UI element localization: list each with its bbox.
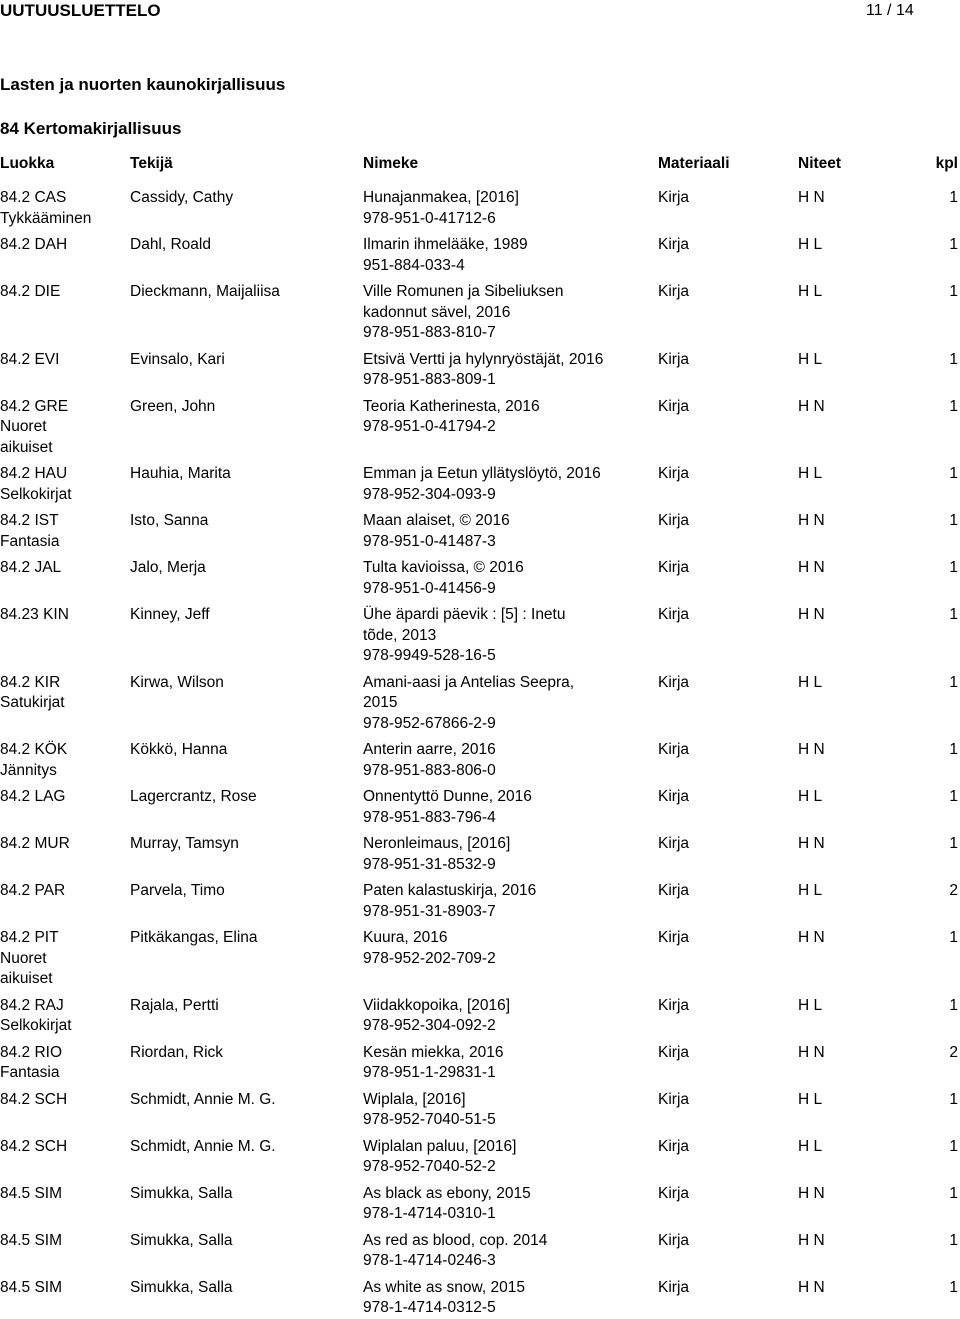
kpl-cell: 1 (949, 236, 958, 253)
nimeke-cell-line: 978-951-31-8903-7 (363, 902, 496, 920)
kpl-cell: 1 (949, 929, 958, 946)
nimeke-cell (363, 1090, 643, 1131)
tekija-cell: Simukka, Salla (130, 1278, 233, 1296)
kpl-cell: 1 (949, 1231, 958, 1249)
luokka-cell (0, 1043, 62, 1084)
tekija-cell: Dieckmann, Maijaliisa (130, 283, 280, 300)
nimeke-cell-line: 978-1-4714-0310-1 (363, 1205, 496, 1222)
col-materiaali: Materiaali (658, 155, 730, 172)
luokka-cell (0, 464, 72, 505)
nimeke-cell-line: As white as snow, 2015 (363, 1278, 525, 1296)
nimeke-cell (363, 397, 643, 438)
luokka-cell-line: Satukirjat (0, 694, 65, 711)
tekija-cell: Schmidt, Annie M. G. (130, 1090, 276, 1108)
kpl-cell: 1 (949, 1184, 958, 1202)
tekija-cell: Hauhia, Marita (130, 465, 231, 482)
nimeke-cell-line: Hunajanmakea, [2016] (363, 189, 519, 206)
nimeke-cell-line: 978-952-304-092-2 (363, 1017, 496, 1034)
materiaali-cell: Kirja (658, 512, 690, 529)
niteet-cell: H N (798, 189, 825, 206)
nimeke-cell (363, 1184, 643, 1225)
nimeke-cell-line: 978-951-0-41456-9 (363, 579, 496, 597)
luokka-cell-line: 84.5 SIM (0, 1231, 63, 1249)
kpl-cell: 1 (949, 741, 958, 758)
nimeke-cell (363, 740, 643, 781)
nimeke-cell-line: Anterin aarre, 2016 (363, 741, 496, 758)
niteet-cell: H N (798, 397, 825, 415)
tekija-cell: Parvela, Timo (130, 882, 225, 899)
materiaali-cell: Kirja (658, 1184, 690, 1202)
nimeke-cell (363, 787, 643, 828)
nimeke-cell (363, 881, 643, 922)
nimeke-cell-line: 978-952-67866-2-9 (363, 714, 496, 732)
niteet-cell: H L (798, 465, 823, 482)
materiaali-cell: Kirja (658, 673, 690, 691)
tekija-cell: Murray, Tamsyn (130, 835, 239, 852)
luokka-cell-line: aikuiset (0, 970, 53, 987)
nimeke-cell-line: Wiplala, [2016] (363, 1090, 466, 1108)
materiaali-cell: Kirja (658, 929, 690, 946)
luokka-cell-line: 84.2 LAG (0, 788, 66, 805)
nimeke-cell (363, 834, 643, 875)
nimeke-cell-line: 978-951-883-810-7 (363, 324, 496, 341)
luokka-cell-line: 84.23 KIN (0, 606, 69, 623)
nimeke-cell (363, 464, 643, 505)
luokka-cell-line: 84.2 HAU (0, 465, 68, 482)
nimeke-cell-line: 978-951-0-41794-2 (363, 418, 496, 435)
kpl-cell: 1 (949, 512, 958, 529)
luokka-cell-line: 84.2 PIT (0, 929, 59, 946)
nimeke-cell (363, 1278, 643, 1319)
luokka-cell-line: 84.2 RIO (0, 1043, 63, 1061)
materiaali-cell: Kirja (658, 189, 690, 206)
nimeke-cell-line: 978-951-883-806-0 (363, 761, 496, 779)
niteet-cell: H N (798, 741, 825, 758)
materiaali-cell: Kirja (658, 283, 690, 300)
kpl-cell: 1 (949, 996, 958, 1014)
luokka-cell-line: Tykkääminen (0, 209, 92, 227)
nimeke-cell-line: Amani-aasi ja Antelias Seepra, (363, 673, 575, 691)
niteet-cell: H L (798, 1090, 823, 1108)
materiaali-cell: Kirja (658, 741, 690, 758)
materiaali-cell: Kirja (658, 996, 690, 1014)
niteet-cell: H N (798, 929, 825, 946)
document-title: UUTUUSLUETTELO (0, 1, 161, 20)
materiaali-cell: Kirja (658, 465, 690, 482)
tekija-cell: Kinney, Jeff (130, 606, 210, 623)
luokka-cell-line: 84.2 EVI (0, 350, 60, 368)
luokka-cell (0, 1184, 62, 1205)
luokka-cell (0, 834, 70, 855)
col-nimeke: Nimeke (363, 155, 419, 172)
niteet-cell: H L (798, 1137, 823, 1155)
page-number: 11 / 14 (866, 2, 914, 19)
kpl-cell: 1 (949, 606, 958, 623)
luokka-cell (0, 605, 69, 626)
nimeke-cell-line: Ville Romunen ja Sibeliuksen (363, 283, 564, 300)
nimeke-cell (363, 558, 643, 599)
niteet-cell: H N (798, 1043, 825, 1061)
tekija-cell: Isto, Sanna (130, 512, 209, 529)
tekija-cell: Schmidt, Annie M. G. (130, 1137, 276, 1155)
kpl-cell: 2 (949, 882, 958, 899)
nimeke-cell-line: Wiplalan paluu, [2016] (363, 1137, 517, 1155)
luokka-cell-line: 84.2 DAH (0, 236, 68, 253)
nimeke-cell-line: As black as ebony, 2015 (363, 1184, 531, 1202)
materiaali-cell: Kirja (658, 397, 690, 415)
niteet-cell: H L (798, 788, 823, 805)
nimeke-cell (363, 188, 643, 229)
luokka-cell-line: Fantasia (0, 532, 60, 550)
nimeke-cell-line: Etsivä Vertti ja hylynryöstäjät, 2016 (363, 350, 604, 368)
nimeke-cell-line: 2015 (363, 694, 398, 711)
nimeke-cell-line: kadonnut sävel, 2016 (363, 303, 511, 321)
subsection-heading: 84 Kertomakirjallisuus (0, 119, 182, 138)
materiaali-cell: Kirja (658, 606, 690, 623)
kpl-cell: 1 (949, 673, 958, 691)
luokka-cell-line: Selkokirjat (0, 485, 72, 503)
nimeke-cell-line: 978-952-202-709-2 (363, 949, 496, 967)
niteet-cell: H L (798, 350, 823, 368)
kpl-cell: 1 (949, 1278, 958, 1296)
niteet-cell: H N (798, 1184, 825, 1202)
col-luokka: Luokka (0, 155, 55, 172)
tekija-cell: Jalo, Merja (130, 559, 206, 576)
materiaali-cell: Kirja (658, 882, 690, 899)
tekija-cell: Green, John (130, 397, 216, 415)
kpl-cell: 1 (949, 559, 958, 576)
nimeke-cell-line: tõde, 2013 (363, 626, 437, 644)
luokka-cell-line: Jännitys (0, 761, 57, 779)
kpl-cell: 1 (949, 189, 958, 206)
nimeke-cell-line: Teoria Katherinesta, 2016 (363, 397, 540, 415)
nimeke-cell (363, 1043, 643, 1084)
col-tekija: Tekijä (130, 155, 173, 172)
nimeke-cell-line: 978-951-31-8532-9 (363, 855, 496, 873)
luokka-cell-line: 84.2 IST (0, 512, 59, 529)
nimeke-cell (363, 673, 643, 735)
luokka-cell-line: Selkokirjat (0, 1017, 72, 1034)
nimeke-cell (363, 282, 643, 344)
luokka-cell (0, 1090, 67, 1111)
luokka-cell-line: 84.2 KIR (0, 673, 61, 691)
niteet-cell: H L (798, 882, 823, 899)
luokka-cell-line: 84.2 SCH (0, 1137, 68, 1155)
luokka-cell (0, 511, 59, 552)
materiaali-cell: Kirja (658, 1137, 690, 1155)
nimeke-cell-line: 978-952-7040-52-2 (363, 1158, 496, 1175)
luokka-cell-line: aikuiset (0, 438, 53, 456)
nimeke-cell-line: Emman ja Eetun yllätyslöytö, 2016 (363, 465, 601, 482)
nimeke-cell-line: Ühe äpardi päevik : [5] : Inetu (363, 606, 566, 623)
luokka-cell (0, 1231, 62, 1252)
niteet-cell: H L (798, 673, 823, 691)
niteet-cell: H L (798, 996, 823, 1014)
kpl-cell: 1 (949, 788, 958, 805)
col-niteet: Niteet (798, 155, 842, 172)
luokka-cell-line: 84.5 SIM (0, 1184, 63, 1202)
nimeke-cell (363, 1231, 643, 1272)
luokka-cell (0, 996, 72, 1037)
nimeke-cell-line: Maan alaiset, © 2016 (363, 512, 510, 529)
niteet-cell: H L (798, 283, 823, 300)
nimeke-cell-line: 978-1-4714-0312-5 (363, 1299, 496, 1316)
luokka-cell (0, 787, 66, 808)
materiaali-cell: Kirja (658, 350, 690, 368)
niteet-cell: H N (798, 1231, 825, 1249)
luokka-cell (0, 282, 60, 303)
nimeke-cell-line: Kuura, 2016 (363, 929, 448, 946)
nimeke-cell-line: 978-951-0-41712-6 (363, 209, 496, 227)
niteet-cell: H N (798, 512, 825, 529)
nimeke-cell (363, 511, 643, 552)
niteet-cell: H N (798, 1278, 825, 1296)
tekija-cell: Simukka, Salla (130, 1231, 233, 1249)
tekija-cell: Simukka, Salla (130, 1184, 233, 1202)
nimeke-cell-line: 978-951-1-29831-1 (363, 1064, 496, 1081)
kpl-cell: 1 (949, 835, 958, 852)
luokka-cell (0, 235, 67, 256)
tekija-cell: Cassidy, Cathy (130, 189, 234, 206)
nimeke-cell (363, 350, 643, 391)
luokka-cell-line: 84.5 SIM (0, 1278, 63, 1296)
tekija-cell: Kirwa, Wilson (130, 673, 224, 691)
niteet-cell: H N (798, 559, 825, 576)
nimeke-cell-line: 978-951-0-41487-3 (363, 532, 496, 550)
tekija-cell: Riordan, Rick (130, 1043, 224, 1061)
nimeke-cell (363, 605, 643, 667)
niteet-cell: H L (798, 236, 823, 253)
luokka-cell (0, 881, 65, 902)
luokka-cell-line: 84.2 KÖK (0, 741, 68, 758)
nimeke-cell-line: 978-952-7040-51-5 (363, 1111, 496, 1128)
section-heading: Lasten ja nuorten kaunokirjallisuus (0, 75, 286, 94)
niteet-cell: H N (798, 606, 825, 623)
kpl-cell: 1 (949, 350, 958, 368)
luokka-cell-line: Nuoret (0, 949, 47, 967)
kpl-cell: 1 (949, 1090, 958, 1108)
luokka-cell-line: 84.2 GRE (0, 397, 69, 415)
nimeke-cell-line: Viidakkopoika, [2016] (363, 996, 511, 1014)
nimeke-cell-line: Onnentyttö Dunne, 2016 (363, 788, 532, 805)
nimeke-cell-line: Kesän miekka, 2016 (363, 1043, 504, 1061)
luokka-cell (0, 1137, 67, 1158)
luokka-cell-line: Nuoret (0, 418, 47, 435)
nimeke-cell-line: 978-1-4714-0246-3 (363, 1252, 496, 1269)
kpl-cell: 2 (949, 1043, 958, 1061)
nimeke-cell (363, 1137, 643, 1178)
nimeke-cell (363, 235, 643, 276)
materiaali-cell: Kirja (658, 1090, 690, 1108)
tekija-cell: Kökkö, Hanna (130, 741, 228, 758)
nimeke-cell-line: 978-9949-528-16-5 (363, 647, 496, 664)
nimeke-cell-line: 951-884-033-4 (363, 256, 465, 274)
materiaali-cell: Kirja (658, 835, 690, 852)
luokka-cell-line: 84.2 JAL (0, 559, 62, 576)
kpl-cell: 1 (949, 397, 958, 415)
tekija-cell: Evinsalo, Kari (130, 350, 225, 368)
nimeke-cell-line: As red as blood, cop. 2014 (363, 1231, 548, 1249)
nimeke-cell-line: Ilmarin ihmelääke, 1989 (363, 236, 528, 253)
luokka-cell (0, 350, 59, 371)
luokka-cell-line: Fantasia (0, 1064, 60, 1081)
tekija-cell: Rajala, Pertti (130, 996, 219, 1014)
tekija-cell: Pitkäkangas, Elina (130, 929, 258, 946)
nimeke-cell-line: Tulta kavioissa, © 2016 (363, 559, 524, 576)
luokka-cell (0, 1278, 62, 1299)
materiaali-cell: Kirja (658, 1278, 690, 1296)
col-kpl: kpl (935, 155, 958, 172)
kpl-cell: 1 (949, 1137, 958, 1155)
tekija-cell: Dahl, Roald (130, 236, 211, 253)
nimeke-cell-line: 978-951-883-809-1 (363, 371, 496, 388)
tekija-cell: Lagercrantz, Rose (130, 788, 257, 805)
luokka-cell (0, 397, 68, 459)
luokka-cell (0, 740, 67, 781)
luokka-cell-line: 84.2 MUR (0, 835, 70, 852)
nimeke-cell (363, 996, 643, 1037)
nimeke-cell-line: Neronleimaus, [2016] (363, 835, 511, 852)
luokka-cell-line: 84.2 DIE (0, 283, 61, 300)
materiaali-cell: Kirja (658, 1043, 690, 1061)
nimeke-cell (363, 928, 643, 969)
nimeke-cell-line: 978-952-304-093-9 (363, 485, 496, 503)
luokka-cell (0, 673, 65, 714)
kpl-cell: 1 (949, 283, 958, 300)
materiaali-cell: Kirja (658, 236, 690, 253)
materiaali-cell: Kirja (658, 1231, 690, 1249)
luokka-cell (0, 188, 91, 229)
nimeke-cell-line: 978-951-883-796-4 (363, 808, 496, 826)
luokka-cell-line: 84.2 RAJ (0, 996, 64, 1014)
kpl-cell: 1 (949, 465, 958, 482)
materiaali-cell: Kirja (658, 559, 690, 576)
luokka-cell-line: 84.2 CAS (0, 189, 67, 206)
luokka-cell (0, 558, 61, 579)
luokka-cell (0, 928, 59, 990)
luokka-cell-line: 84.2 PAR (0, 882, 66, 899)
nimeke-cell-line: Paten kalastuskirja, 2016 (363, 882, 537, 899)
niteet-cell: H N (798, 835, 825, 852)
luokka-cell-line: 84.2 SCH (0, 1090, 68, 1108)
materiaali-cell: Kirja (658, 788, 690, 805)
